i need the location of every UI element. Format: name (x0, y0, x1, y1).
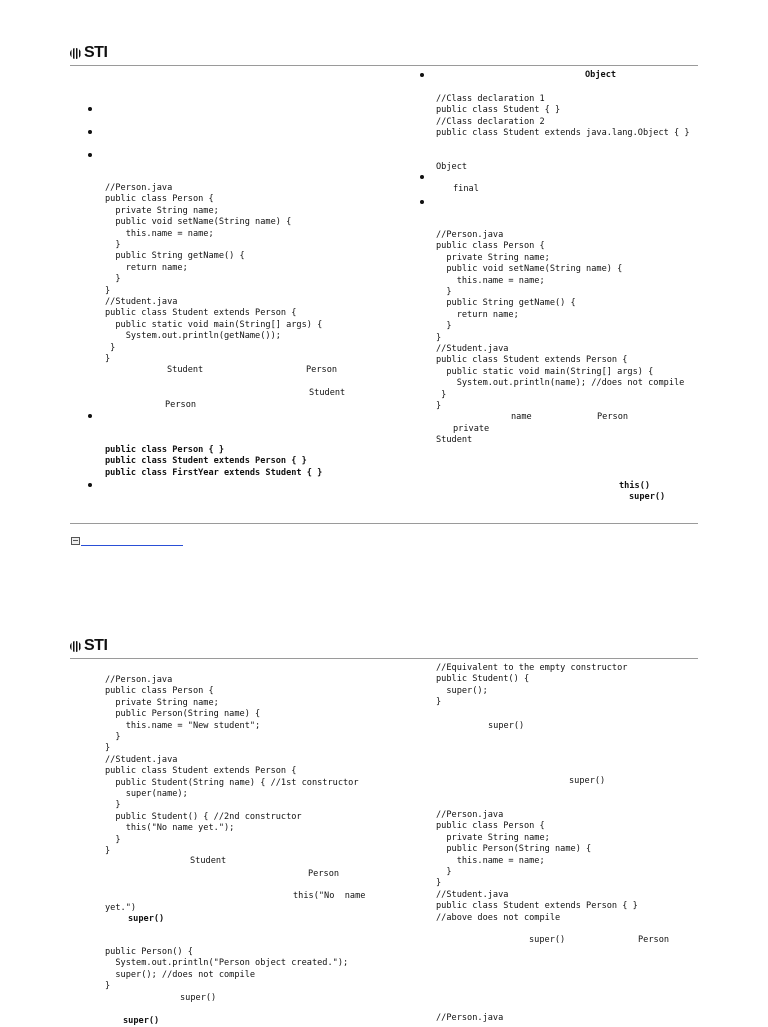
inline-code: Student (436, 435, 473, 445)
bullet (88, 130, 92, 134)
inline-code: yet.") (105, 903, 137, 913)
inline-code: name (511, 412, 532, 422)
logo-text: STI (84, 637, 108, 654)
sti-logo (70, 637, 107, 655)
header-divider (70, 65, 698, 66)
bullet (88, 153, 92, 157)
code-person-super-error: public Person() { System.out.println("Person object created."); super(); //does not compile } (105, 947, 349, 992)
inline-code: super() (529, 935, 566, 945)
code-firstyear: public class Person { } public class Student extends Person { } public class FirstYear extends Student { } (105, 445, 323, 478)
code-person-constructor: //Person.java public class Person { private String name; public Person(String name) { this.name = "New student"; } } //Student.java public class Student extends Person { public Student(String name) { //1st constructor super(name); } public Student() { //2nd constructor this("No name yet."); } } (105, 675, 359, 857)
bullet (420, 73, 424, 77)
inline-code: Student (309, 388, 346, 398)
inline-code: super() (180, 993, 217, 1003)
inline-code: this() (619, 481, 651, 491)
inline-code: super() (488, 721, 525, 731)
inline-code: Object (436, 162, 468, 172)
logo-text: STI (84, 44, 108, 61)
inline-code: Person (165, 400, 197, 410)
sti-logo-icon (70, 640, 82, 652)
code-person-no-default: //Person.java public class Person { private String name; public Person(String name) { this.name = name; } } //Student.java public class Student extends Person { } //above does not compile (436, 810, 638, 923)
bullet (420, 175, 424, 179)
code-tail: //Person.java (436, 1013, 504, 1023)
inline-code: this("No name (293, 891, 366, 901)
header-divider (70, 658, 698, 659)
inline-code: super() (128, 914, 165, 924)
sti-logo (70, 44, 107, 62)
footer-divider (70, 523, 698, 524)
inline-code: super() (123, 1016, 160, 1026)
code-equivalent-constructor: //Equivalent to the empty constructor public Student() { super(); } (436, 663, 628, 708)
bullet (88, 483, 92, 487)
code-class-declarations: //Class declaration 1 public class Student { } //Class declaration 2 public class Student extends java.lang.Object { } (436, 94, 690, 139)
bullet (88, 414, 92, 418)
inline-code: Object (585, 70, 617, 80)
image-link[interactable] (81, 536, 183, 546)
sti-logo-icon (70, 47, 82, 59)
inline-code: private (453, 424, 490, 434)
inline-code: Person (308, 869, 340, 879)
code-person-getname: //Person.java public class Person { private String name; public void setName(String name) { this.name = name; } public String getName() { return name; } } //Student.java public class Student extends Person { public static void main(String[] args) { System.out.println(getName()); } } (105, 183, 323, 365)
inline-code: Person (638, 935, 670, 945)
inline-code: Person (306, 365, 338, 375)
inline-code: final (453, 184, 479, 194)
inline-code: super() (569, 776, 606, 786)
code-person-private-name: //Person.java public class Person { private String name; public void setName(String name) { this.name = name; } public String getName() { return name; } } //Student.java public class Student extends Person { public static void main(String[] args) { System.out.println(name); //does not compile } } (436, 230, 685, 412)
bullet (420, 200, 424, 204)
bullet (88, 107, 92, 111)
inline-code: Student (190, 856, 227, 866)
broken-image-icon (71, 537, 80, 545)
inline-code: Student (167, 365, 204, 375)
inline-code: Person (597, 412, 629, 422)
inline-code: super() (629, 492, 666, 502)
